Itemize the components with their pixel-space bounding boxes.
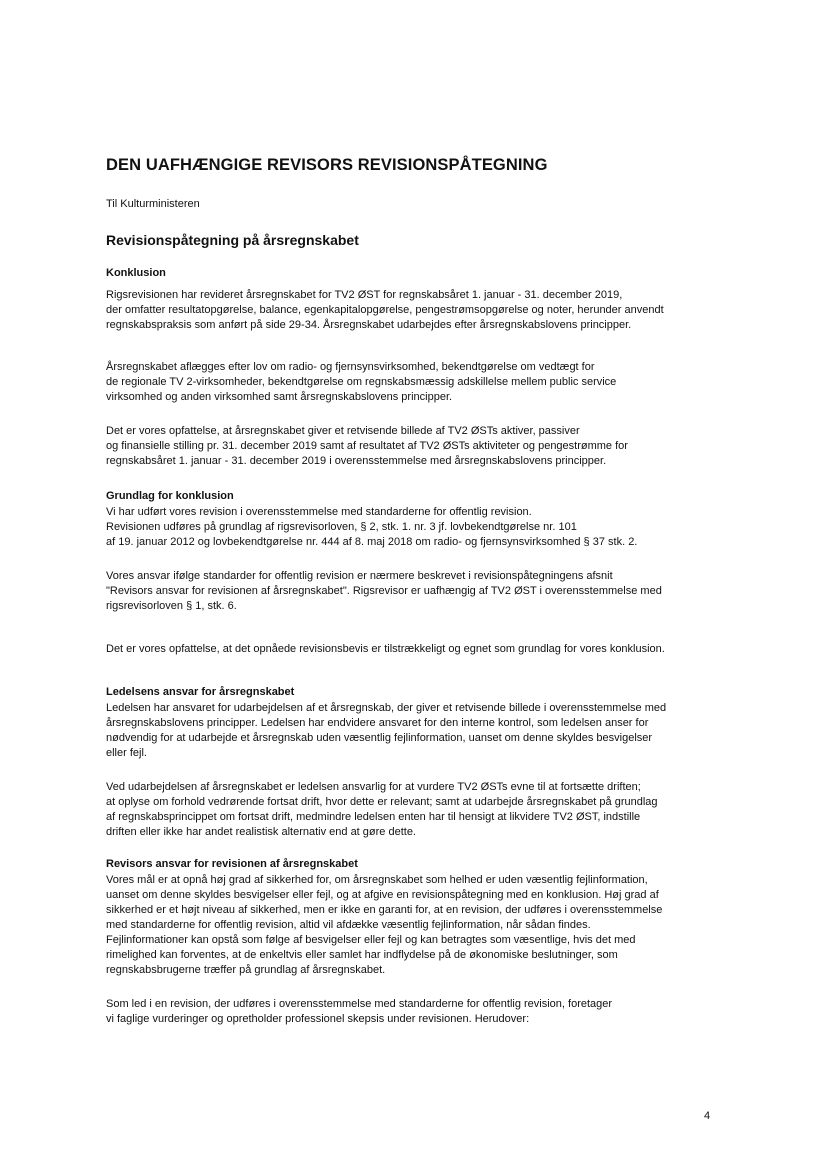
paragraph-grundlag-3: Det er vores opfattelse, at det opnåede revisionsbevis er tilstrækkeligt og egnet som grundlag for vores konklusion. xyxy=(106,643,665,655)
paragraph-konklusion-2: Årsregnskabet aflægges efter lov om radio- og fjernsynsvirksomhed, bekendtgørelse om vedtægt for de regionale TV 2-virksomheder, bekendtgørelse om regnskabsmæssig adskillelse mellem public service virksomhed og anden virksomhed samt årsregnskabslovens principper. xyxy=(106,361,617,403)
page-title: DEN UAFHÆNGIGE REVISORS REVISIONSPÅTEGNING xyxy=(106,156,548,174)
page-number: 4 xyxy=(704,1110,711,1122)
paragraph-grundlag-2: Vores ansvar ifølge standarder for offentlig revision er nærmere beskrevet i revisionspåtegningens afsnit "Revisors ansvar for revisionen af årsregnskabet". Rigsrevisor er uafhængig af TV2 ØST i overensstemmelse med rigsrevisorloven § 1, stk. 6. xyxy=(106,570,662,612)
paragraph-revisors-2: Som led i en revision, der udføres i overensstemmelse med standarderne for offentlig revision, foretager vi faglige vurderinger og opretholder professionel skepsis under revisionen. Herudover: xyxy=(106,998,613,1025)
paragraph-konklusion-3: Det er vores opfattelse, at årsregnskabet giver et retvisende billede af TV2 ØSTs aktiver, passiver og finansielle stilling pr. 31. december 2019 samt af resultatet af TV2 ØSTs aktiviteter og pengestrømme for regnskabsåret 1. januar - 31. december 2019 i overensstemmelse med årsregnskabslovens principper. xyxy=(106,425,628,467)
paragraph-ledelsens-2: Ved udarbejdelsen af årsregnskabet er ledelsen ansvarlig for at vurdere TV2 ØSTs evne til at fortsætte driften; at oplyse om forhold vedrørende fortsat drift, hvor dette er relevant; samt at udarbejde årsregnskabet på grundlag af regnskabsprincippet om fortsat drift, medmindre ledelsen enten har til hensigt at likvidere TV2 ØST, indstille driften eller ikke har andet realistisk alternativ end at gøre dette. xyxy=(106,781,658,838)
paragraph-ledelsens-1: Ledelsen har ansvaret for udarbejdelsen af et årsregnskab, der giver et retvisende billede i overensstemmelse med årsregnskabslovens principper. Ledelsen har endvidere ansvaret for den interne kontrol, som ledelsen anser for nødvendig for at udarbejde et årsregnskab uden væsentlig fejlinformation, uanset om denne skyldes besvigelser eller fejl. xyxy=(106,702,667,759)
heading-revisors-ansvar: Revisors ansvar for revisionen af årsregnskabet xyxy=(106,858,358,870)
paragraph-revisors-1: Vores mål er at opnå høj grad af sikkerhed for, om årsregnskabet som helhed er uden væsentlig fejlinformation, uanset om denne skyldes besvigelser eller fejl, og at afgive en revisionspåtegning med en konklusion. Høj grad af sikkerhed er et højt niveau af sikkerhed, men er ikke en garanti for, at en revision, der udføres i overensstemmelse med standarderne for offentlig revision, altid vil afdække væsentlig fejlinformation, når sådan findes. Fejlinformationer kan opstå som følge af besvigelser eller fejl og kan betragtes som væsentlige, hvis det med rimelighed kan forventes, at de enkeltvis eller samlet har indflydelse på de økonomiske beslutninger, som regnskabsbrugerne træffer på grundlag af årsregnskabet. xyxy=(106,874,663,976)
paragraph-konklusion-1: Rigsrevisionen har revideret årsregnskabet for TV2 ØST for regnskabsåret 1. januar - 31. december 2019, der omfatter resultatopgørelse, balance, egenkapitalopgørelse, pengestrømsopgørelse og noter, herunder anvendt regnskabspraksis som anført på side 29-34. Årsregnskabet udarbejdes efter årsregnskabslovens principper. xyxy=(106,289,664,331)
paragraph-grundlag-1: Vi har udført vores revision i overensstemmelse med standarderne for offentlig revision. Revisionen udføres på grundlag af rigsrevisorloven, § 2, stk. 1. nr. 3 jf. lovbekendtgørelse nr. 101 af 19. januar 2012 og lovbekendtgørelse nr. 444 af 8. maj 2018 om radio- og fjernsynsvirksomhed § 37 stk. 2. xyxy=(106,506,638,548)
recipient-line: Til Kulturministeren xyxy=(106,198,200,210)
heading-konklusion: Konklusion xyxy=(106,267,166,279)
heading-grundlag: Grundlag for konklusion xyxy=(106,490,234,502)
section-title: Revisionspåtegning på årsregnskabet xyxy=(106,232,359,248)
heading-ledelsens-ansvar: Ledelsens ansvar for årsregnskabet xyxy=(106,686,295,698)
